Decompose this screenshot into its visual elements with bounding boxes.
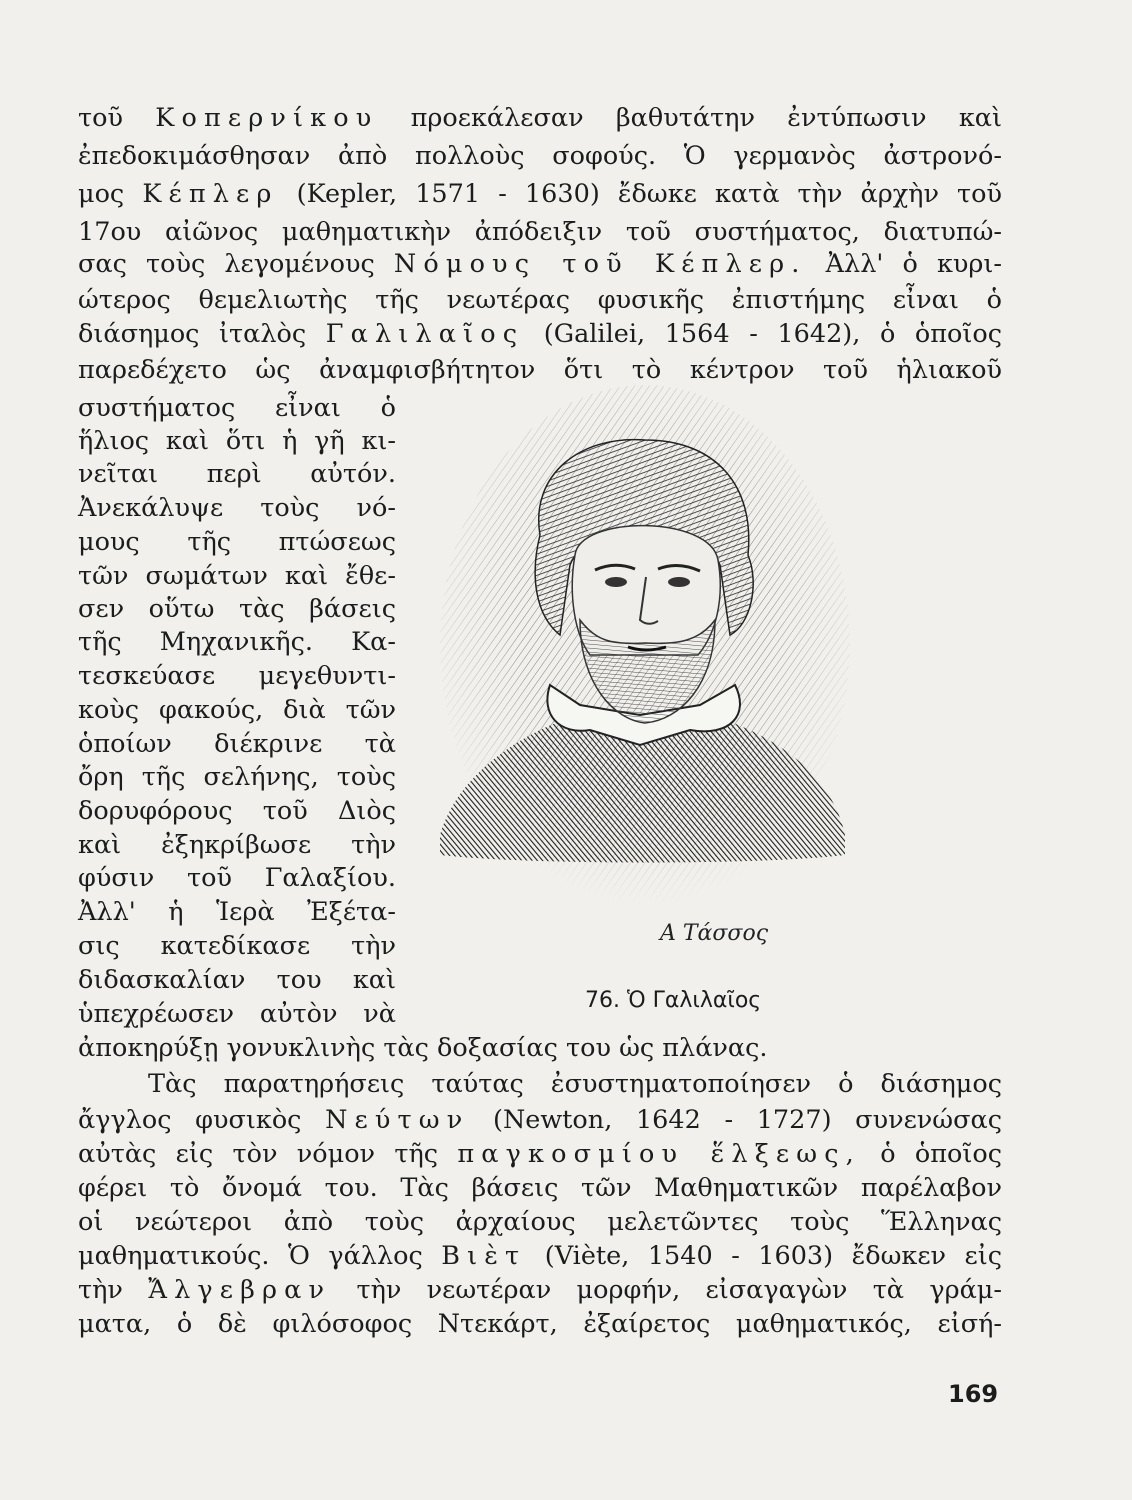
- text-line: τεσκεύασε μεγεθυντι-: [78, 661, 396, 691]
- text-line: διάσημος ἰταλὸς Γαλιλαῖος (Galilei, 1564 - 1642), ὁ ὁποῖος: [78, 319, 1003, 349]
- text-line: ματα, ὁ δὲ φιλόσοφος Ντεκάρτ, ἐξαίρετος μαθηματικός, εἰσή-: [78, 1309, 1002, 1339]
- text-line: διδασκαλίαν του καὶ: [78, 965, 396, 995]
- text-line: ὁποίων διέκρινε τὰ: [78, 729, 396, 759]
- text-line: δορυφόρους τοῦ Διὸς: [78, 796, 396, 826]
- text-line: ὄρη τῆς σελήνης, τοὺς: [78, 762, 396, 792]
- text-line: μος Κέπλερ (Kepler, 1571 - 1630) ἔδωκε κατὰ τὴν ἀρχὴν τοῦ: [78, 179, 1003, 209]
- text-line: Ἀνεκάλυψε τοὺς νό-: [78, 493, 396, 523]
- text-line: νεῖται περὶ αὐτόν.: [78, 459, 396, 489]
- text-line: ώτερος θεμελιωτὴς τῆς νεωτέρας φυσικῆς ἐπιστήμης εἶναι ὁ: [78, 285, 1002, 315]
- text-line: μους τῆς πτώσεως: [78, 527, 396, 557]
- page-number: 169: [948, 1380, 999, 1408]
- text-line: παρεδέχετο ὡς ἀναμφισβήτητον ὅτι τὸ κέντρον τοῦ ἡλιακοῦ: [78, 355, 1002, 385]
- text-line: ἄγγλος φυσικὸς Νεύτων (Newton, 1642 - 1727) συνενώσας: [78, 1105, 1003, 1135]
- text-line: μαθηματικούς. Ὁ γάλλος Βιὲτ (Viète, 1540 - 1603) ἔδωκεν εἰς: [78, 1241, 1002, 1271]
- text-line: σας τοὺς λεγομένους Νόμους τοῦ Κέπλερ. Ἀλλ' ὁ κυρι-: [78, 249, 1003, 279]
- text-line: αὐτὰς εἰς τὸν νόμον τῆς παγκοσμίου ἕλξεως, ὁ ὁποῖος: [78, 1139, 1002, 1169]
- galileo-portrait: [430, 385, 850, 975]
- text-line: ἐπεδοκιμάσθησαν ἀπὸ πολλοὺς σοφούς. Ὁ γερμανὸς ἀστρονό-: [78, 141, 1002, 171]
- artist-signature: Α Τάσσος: [660, 921, 769, 946]
- text-line: σεν οὕτω τὰς βάσεις: [78, 594, 396, 624]
- text-line: τῶν σωμάτων καὶ ἔθε-: [78, 561, 396, 591]
- text-line: τοῦ Κοπερνίκου προεκάλεσαν βαθυτάτην ἐντύπωσιν καὶ: [78, 103, 1002, 133]
- text-line: τῆς Μηχανικῆς. Κα-: [78, 627, 396, 657]
- text-line: φέρει τὸ ὄνομά του. Τὰς βάσεις τῶν Μαθηματικῶν παρέλαβον: [78, 1173, 1002, 1203]
- text-line: 17ου αἰῶνος μαθηματικὴν ἀπόδειξιν τοῦ συστήματος, διατυπώ-: [78, 217, 1002, 247]
- text-line: τὴν Ἄλγεβραν τὴν νεωτέραν μορφήν, εἰσαγαγὼν τὰ γράμ-: [78, 1275, 1002, 1305]
- text-line: Ἀλλ' ἡ Ἱερὰ Ἐξέτα-: [78, 897, 396, 927]
- figure-caption: 76. Ὁ Γαλιλαῖος: [585, 988, 762, 1013]
- text-line: καὶ ἐξηκρίβωσε τὴν: [78, 830, 396, 860]
- text-line: ἀποκηρύξῃ γονυκλινὴς τὰς δοξασίας του ὡς πλάνας.: [78, 1033, 768, 1063]
- text-line: ἥλιος καὶ ὅτι ἡ γῆ κι-: [78, 426, 396, 456]
- text-line: σις κατεδίκασε τὴν: [78, 931, 396, 961]
- text-line: Τὰς παρατηρήσεις ταύτας ἐσυστηματοποίησεν ὁ διάσημος: [148, 1069, 1002, 1099]
- text-line: συστήματος εἶναι ὁ: [78, 393, 396, 423]
- text-line: κοὺς φακούς, διὰ τῶν: [78, 695, 396, 725]
- text-line: οἱ νεώτεροι ἀπὸ τοὺς ἀρχαίους μελετῶντες τοὺς Ἕλληνας: [78, 1207, 1002, 1237]
- text-line: φύσιν τοῦ Γαλαξίου.: [78, 863, 396, 893]
- text-line: ὑπεχρέωσεν αὐτὸν νὰ: [78, 999, 396, 1029]
